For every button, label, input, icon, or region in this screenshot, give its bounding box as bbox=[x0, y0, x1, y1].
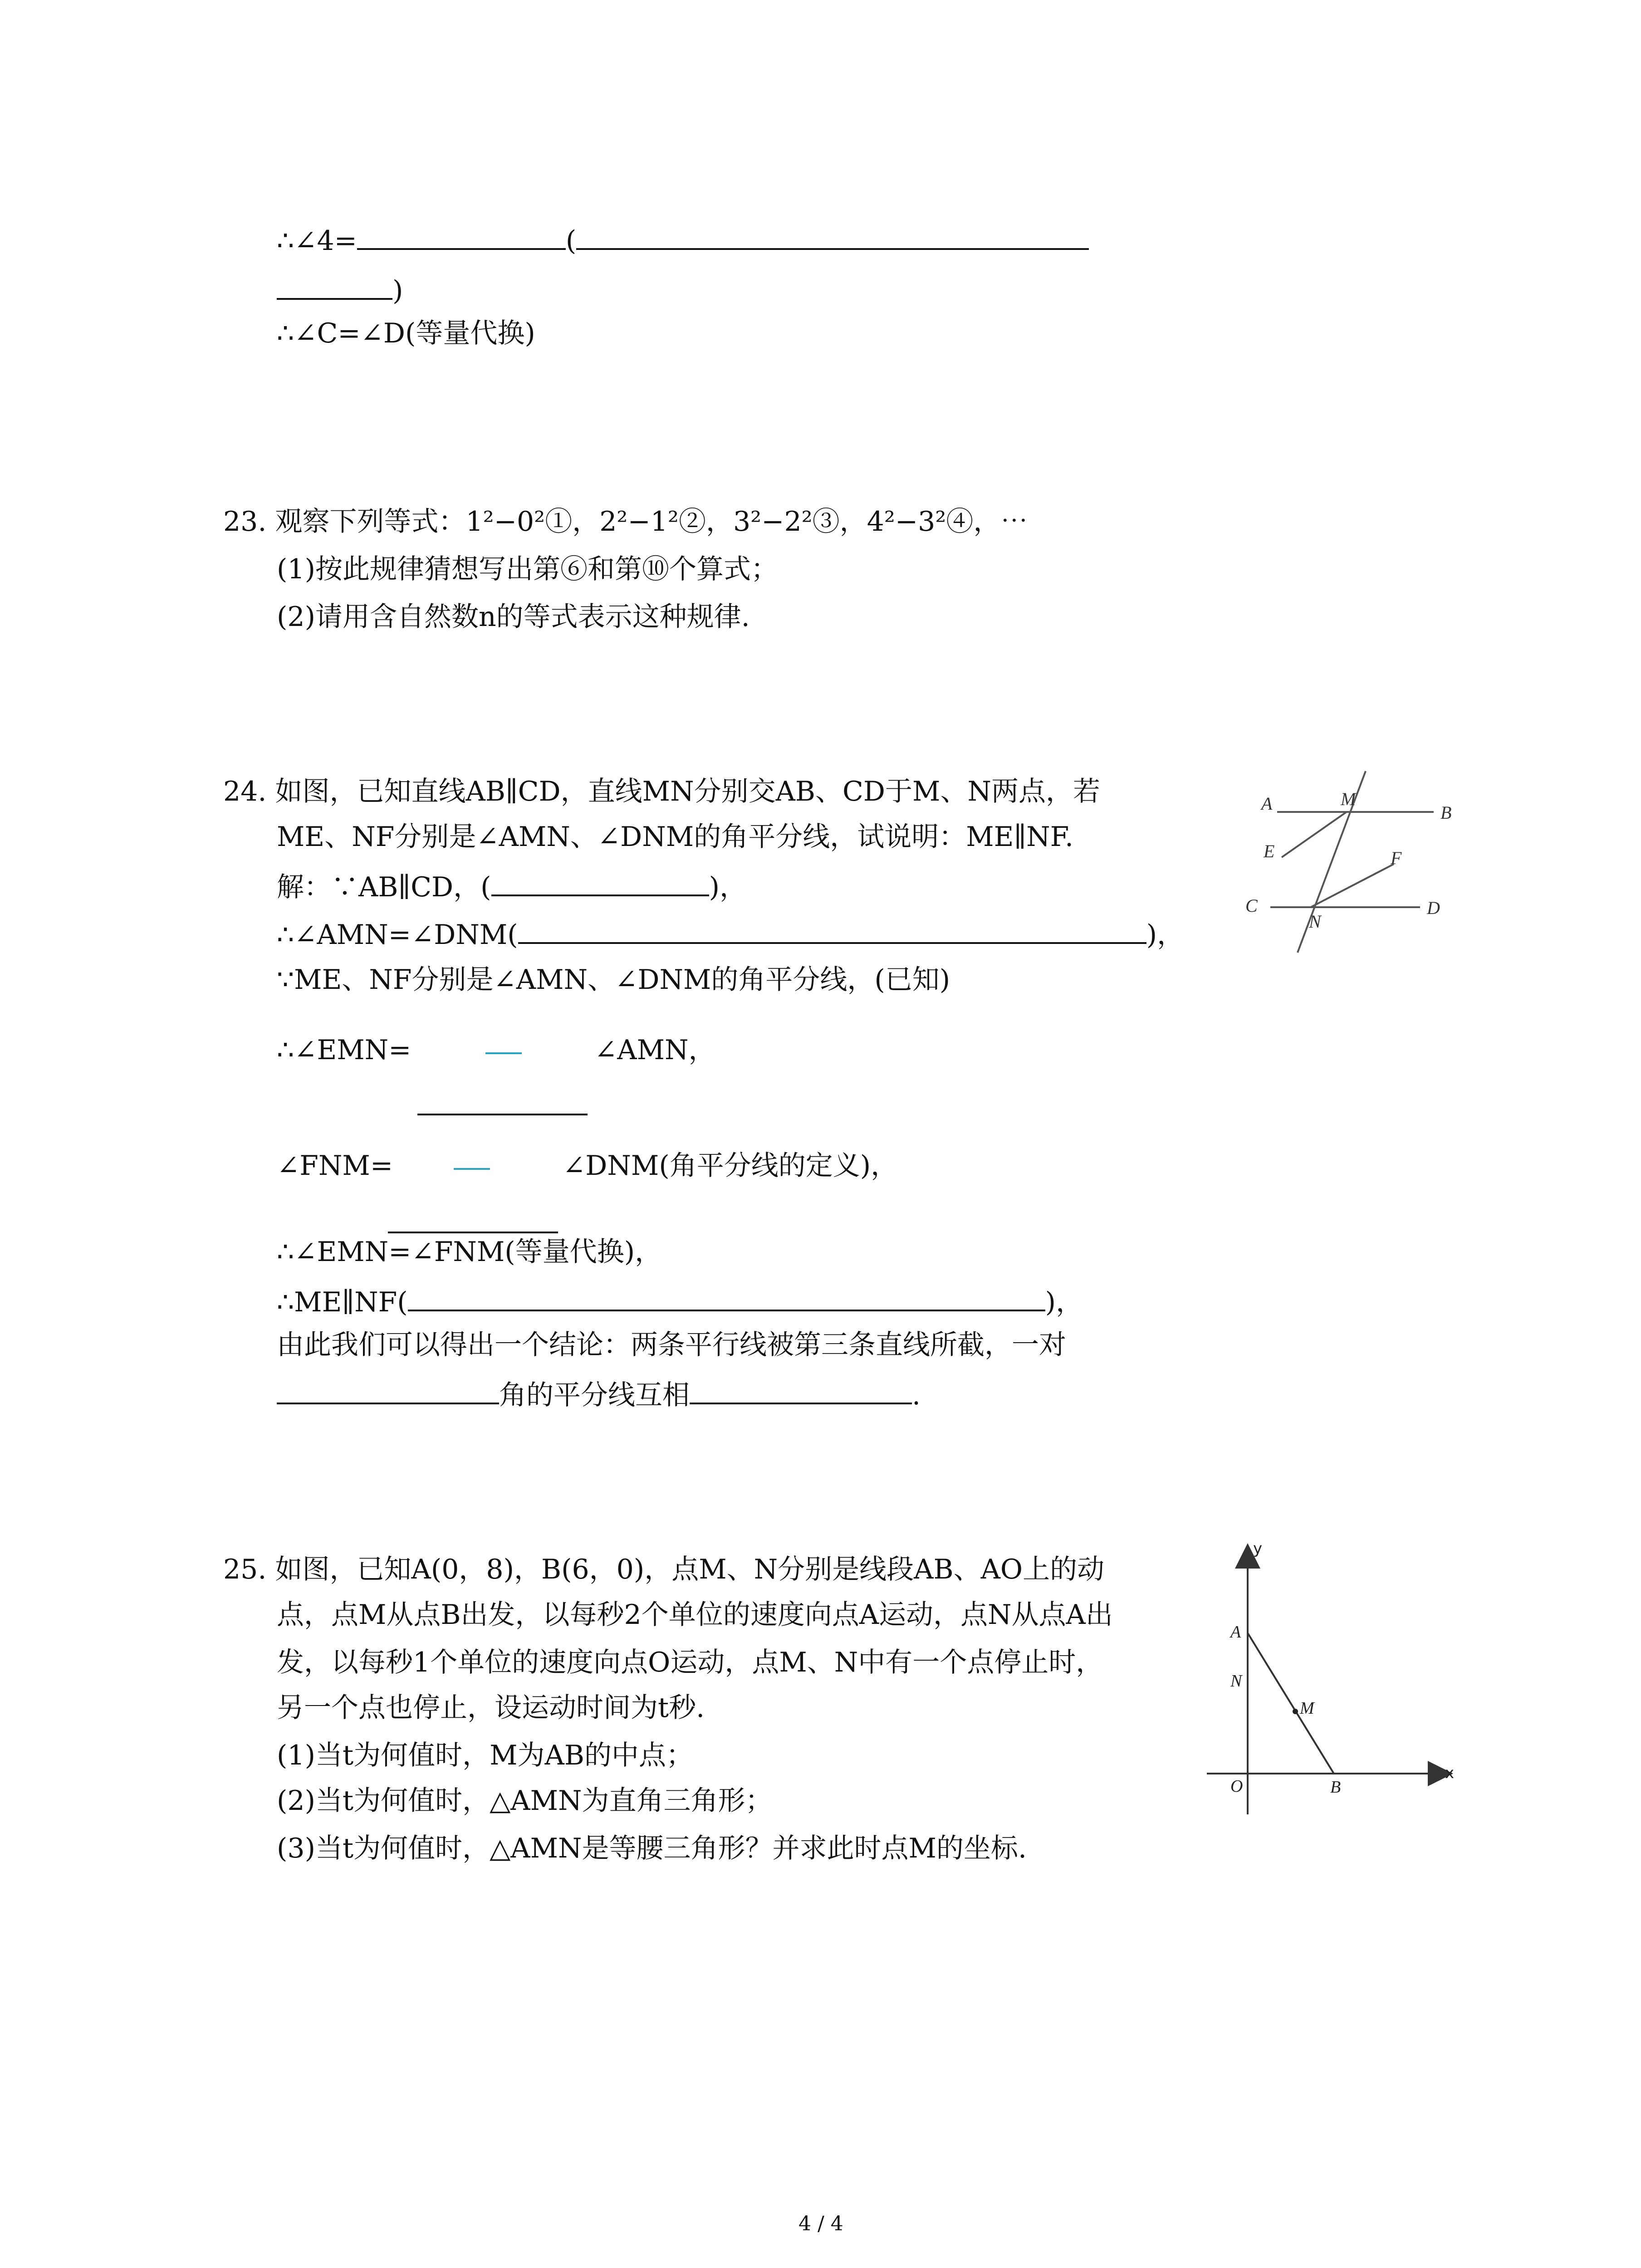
ray-me bbox=[1282, 812, 1347, 857]
label-m: M bbox=[1300, 1699, 1314, 1718]
reason-blank-1[interactable] bbox=[491, 866, 709, 896]
solution-text: )， bbox=[709, 871, 747, 903]
question-24-solution-line-5 bbox=[277, 1148, 393, 1184]
label-d: D bbox=[1427, 898, 1440, 918]
fraction-denominator-blank-2[interactable] bbox=[388, 1232, 558, 1233]
label-x: x bbox=[1445, 1764, 1455, 1782]
label-f: F bbox=[1391, 848, 1402, 868]
question-24-solution-line-6: ∴∠EMN=∠FNM(等量代换)， bbox=[277, 1236, 662, 1268]
question-text: 如图，已知A(0，8)，B(6，0)，点M、N分别是线段AB、AO上的动 bbox=[275, 1554, 1105, 1585]
reason-blank-3[interactable] bbox=[408, 1281, 1045, 1311]
question-24-solution-line-2 bbox=[277, 914, 1184, 953]
label-y: y bbox=[1253, 1542, 1263, 1558]
question-24-solution-line-7 bbox=[277, 1281, 1083, 1320]
reason-blank-continued[interactable] bbox=[277, 270, 392, 300]
point-m bbox=[1293, 1709, 1298, 1714]
label-a: A bbox=[1261, 793, 1273, 814]
label-m: M bbox=[1341, 789, 1356, 809]
question-25-stem-line-3: 发，以每秒1个单位的速度向点O运动，点M、N中有一个点停止时， bbox=[277, 1647, 1103, 1678]
label-n: N bbox=[1309, 911, 1321, 932]
question-25-stem-line-4: 另一个点也停止，设运动时间为t秒. bbox=[277, 1692, 705, 1724]
label-a: A bbox=[1230, 1623, 1241, 1642]
segment-ab bbox=[1248, 1633, 1334, 1774]
label-e: E bbox=[1264, 841, 1275, 861]
question-24-solution-line-4 bbox=[277, 1032, 411, 1068]
question-24-solution-line-1 bbox=[277, 866, 747, 905]
relation-blank[interactable] bbox=[690, 1374, 912, 1404]
solution-text: 解：∵AB∥CD，( bbox=[277, 871, 491, 903]
proof-text: ∴∠4= bbox=[277, 225, 357, 257]
label-b: B bbox=[1440, 802, 1452, 823]
solution-text: )， bbox=[1146, 919, 1185, 951]
question-24-stem-line-1 bbox=[223, 773, 1100, 810]
question-number: 24. bbox=[223, 776, 267, 807]
solution-text: ∴∠AMN=∠DNM( bbox=[277, 919, 518, 951]
fraction-bar bbox=[454, 1168, 490, 1170]
question-24-solution-line-3: ∵ME、NF分别是∠AMN、∠DNM的角平分线，(已知) bbox=[277, 964, 950, 996]
answer-blank[interactable] bbox=[357, 220, 566, 250]
question-25-part-1: (1)当t为何值时，M为AB的中点； bbox=[277, 1740, 693, 1771]
question-23-stem bbox=[223, 503, 1028, 540]
proof-line-angle4 bbox=[277, 220, 1089, 259]
label-o: O bbox=[1230, 1777, 1243, 1796]
question-25-stem-line-2: 点，点M从点B出发，以每秒2个单位的速度向点A运动，点N从点A出 bbox=[277, 1599, 1113, 1631]
page-number: 4 / 4 bbox=[798, 2212, 843, 2235]
question-24-conclusion-line-1: 由此我们可以得出一个结论：两条平行线被第三条直线所截，一对 bbox=[277, 1329, 1066, 1361]
label-b: B bbox=[1330, 1778, 1341, 1797]
question-number: 25. bbox=[223, 1554, 267, 1585]
angle-text: ∠DNM(角平分线的定义)， bbox=[563, 1150, 898, 1182]
paren-open: ( bbox=[565, 225, 577, 257]
question-number: 23. bbox=[223, 506, 267, 538]
proof-line-reason-end bbox=[277, 270, 403, 309]
reason-blank[interactable] bbox=[576, 220, 1089, 250]
question-24-stem-line-2: ME、NF分别是∠AMN、∠DNM的角平分线，试说明：ME∥NF. bbox=[277, 821, 1074, 853]
parallel-lines-figure bbox=[1225, 762, 1479, 962]
question-23-part-1: (1)按此规律猜想写出第⑥和第⑩个算式； bbox=[277, 553, 778, 585]
question-25-part-3: (3)当t为何值时，△AMN是等腰三角形？并求此时点M的坐标. bbox=[277, 1833, 1027, 1864]
solution-text: ∴ME∥NF( bbox=[277, 1286, 408, 1318]
solution-text: ∴∠EMN= bbox=[277, 1034, 411, 1066]
period: . bbox=[912, 1379, 921, 1411]
angle-type-blank[interactable] bbox=[277, 1374, 499, 1404]
question-text: 如图，已知直线AB∥CD，直线MN分别交AB、CD于M、N两点，若 bbox=[275, 776, 1100, 807]
fraction-bar bbox=[485, 1052, 522, 1054]
coordinate-figure bbox=[1202, 1542, 1456, 1828]
label-n: N bbox=[1230, 1672, 1242, 1691]
question-text: 观察下列等式：1²−0²①，2²−1²②，3²−2²③，4²−3²④，⋯ bbox=[275, 506, 1028, 538]
question-25-stem-line-1 bbox=[223, 1551, 1104, 1588]
reason-blank-2[interactable] bbox=[518, 914, 1146, 944]
angle-text: ∠AMN， bbox=[594, 1034, 716, 1066]
solution-text: 角的平分线互相 bbox=[499, 1379, 690, 1411]
proof-line-conclusion: ∴∠C=∠D(等量代换) bbox=[277, 318, 535, 349]
solution-text: ∠FNM= bbox=[277, 1150, 393, 1182]
solution-text: )， bbox=[1045, 1286, 1083, 1318]
question-23-part-2: (2)请用含自然数n的等式表示这种规律. bbox=[277, 601, 750, 633]
question-24-conclusion-line-2 bbox=[277, 1374, 921, 1413]
fraction-denominator-blank-1[interactable] bbox=[417, 1114, 588, 1115]
question-25-part-2: (2)当t为何值时，△AMN为直角三角形； bbox=[277, 1785, 773, 1817]
paren-close: ) bbox=[392, 275, 403, 307]
label-c: C bbox=[1245, 895, 1258, 916]
